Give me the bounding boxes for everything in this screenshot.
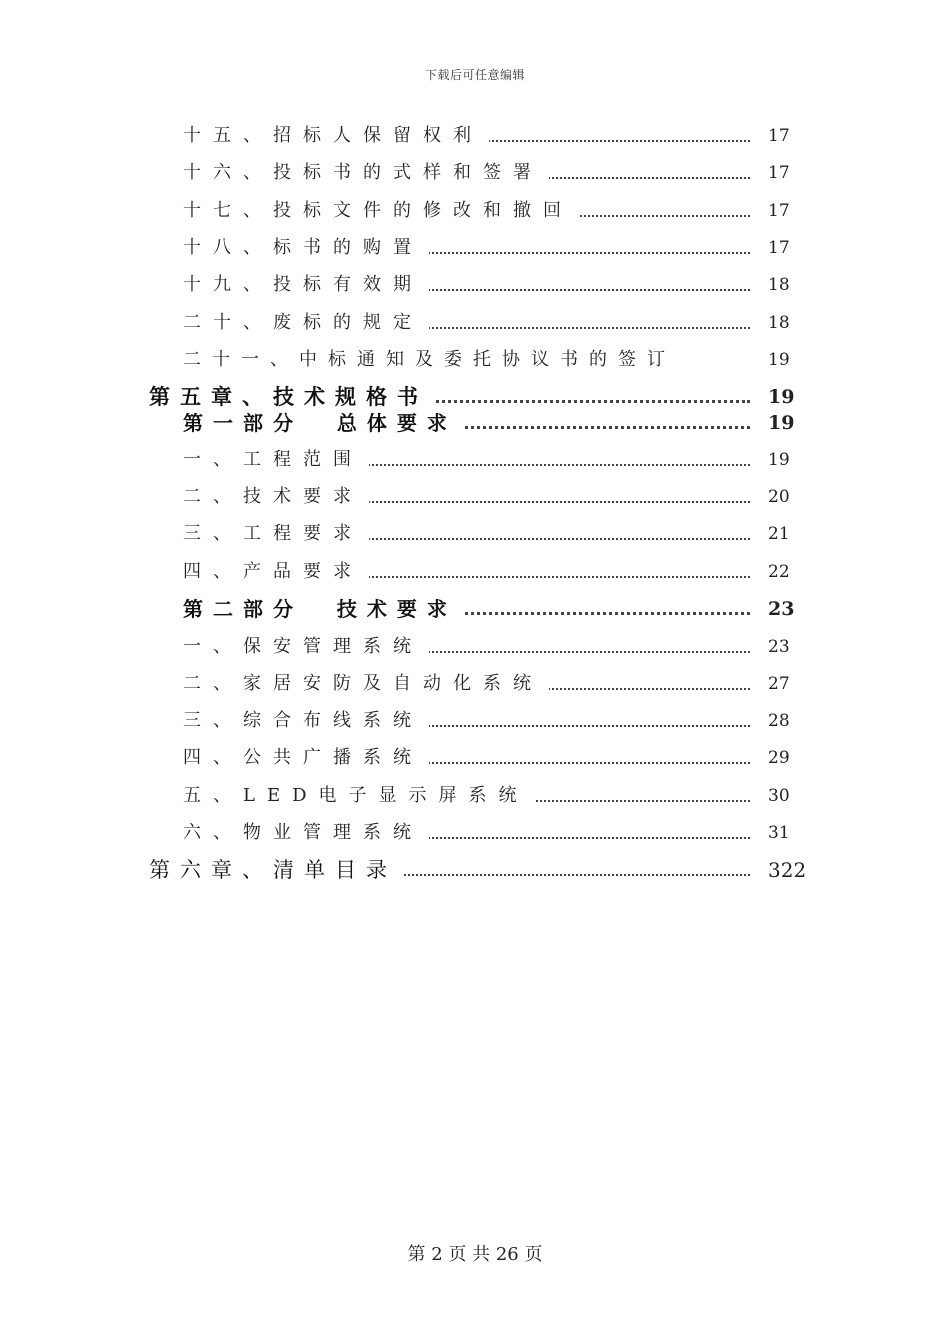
toc-entry-title: 三、工程要求 xyxy=(183,521,369,547)
page-header: 下载后可任意编辑 xyxy=(424,68,525,82)
toc-entry-page: 30 xyxy=(768,786,790,806)
toc-entry-title: 四、公共广播系统 xyxy=(183,745,429,771)
toc-entry-page: 29 xyxy=(768,748,790,768)
toc-entry-page: 19 xyxy=(768,350,790,370)
toc-entry-title: 四、产品要求 xyxy=(183,559,369,585)
toc-chapter-entry[interactable] xyxy=(149,857,807,883)
toc-entry-title: 六、物业管理系统 xyxy=(183,820,429,846)
toc-entry-title: 十七、投标文件的修改和撤回 xyxy=(183,198,579,224)
toc-entry[interactable] xyxy=(183,310,790,336)
toc-entry-title: 十九、投标有效期 xyxy=(183,272,429,298)
toc-entry-page: 322 xyxy=(768,858,807,882)
toc-entry[interactable] xyxy=(183,559,790,585)
toc-entry-page: 23 xyxy=(768,598,795,620)
toc-entry-title: 十六、投标书的式样和签署 xyxy=(183,160,549,186)
toc-entry-title: 五、LED电子显示屏系统 xyxy=(183,783,535,809)
toc-entry-title: 第一部分 总体要求 xyxy=(183,410,463,436)
toc-entry-page: 23 xyxy=(768,637,790,657)
toc-entry[interactable] xyxy=(183,671,790,697)
toc-entry-page: 17 xyxy=(768,163,790,183)
toc-entry[interactable] xyxy=(183,198,790,224)
toc-entry-page: 17 xyxy=(768,126,790,146)
toc-entry-title: 十五、招标人保留权利 xyxy=(183,123,489,149)
toc-entry[interactable] xyxy=(183,484,790,510)
toc-entry-title: 二、技术要求 xyxy=(183,484,369,510)
toc-entry[interactable] xyxy=(183,708,790,734)
toc-entry[interactable] xyxy=(183,783,790,809)
toc-entry[interactable] xyxy=(183,745,790,771)
toc-entry[interactable] xyxy=(183,235,790,261)
toc-part-entry[interactable] xyxy=(183,596,795,622)
toc-entry[interactable] xyxy=(183,447,790,473)
toc-entry[interactable] xyxy=(183,634,790,660)
toc-entry-title: 第二部分 技术要求 xyxy=(183,596,463,622)
toc-entry[interactable] xyxy=(183,820,790,846)
toc-entry[interactable] xyxy=(183,521,790,547)
toc-entry-page: 28 xyxy=(768,711,790,731)
toc-entry-page: 17 xyxy=(768,201,790,221)
toc-entry-page: 19 xyxy=(768,386,795,408)
toc-entry[interactable] xyxy=(183,160,790,186)
toc-entry-page: 18 xyxy=(768,313,790,333)
toc-entry-page: 27 xyxy=(768,674,790,694)
toc-entry-title: 一、保安管理系统 xyxy=(183,634,429,660)
toc-entry[interactable] xyxy=(183,272,790,298)
toc-entry-page: 21 xyxy=(768,524,790,544)
toc-entry-title: 第五章、技术规格书 xyxy=(149,384,434,410)
toc-entry-page: 20 xyxy=(768,487,790,507)
toc-entry-title: 二十、废标的规定 xyxy=(183,310,429,336)
toc-entry-title: 一、工程范围 xyxy=(183,447,369,473)
toc-entry-title: 十八、标书的购置 xyxy=(183,235,429,261)
toc-entry-page: 31 xyxy=(768,823,790,843)
toc-entry-page: 19 xyxy=(768,450,790,470)
toc-entry-title: 第六章、清单目录 xyxy=(149,857,403,883)
toc-part-entry[interactable] xyxy=(183,410,795,436)
page-footer: 第 2 页 共 26 页 xyxy=(407,1244,543,1265)
toc-chapter-entry[interactable] xyxy=(149,384,795,410)
toc-entry[interactable] xyxy=(183,347,790,373)
toc-entry[interactable] xyxy=(183,123,790,149)
toc-entry-title: 三、综合布线系统 xyxy=(183,708,429,734)
toc-entry-page: 22 xyxy=(768,562,790,582)
toc-entry-page: 19 xyxy=(768,412,795,434)
toc-entry-page: 18 xyxy=(768,275,790,295)
toc-entry-title: 二、家居安防及自动化系统 xyxy=(183,671,549,697)
toc-entry-title: 二十一、中标通知及委托协议书的签订 xyxy=(183,347,682,373)
toc-entry-page: 17 xyxy=(768,238,790,258)
